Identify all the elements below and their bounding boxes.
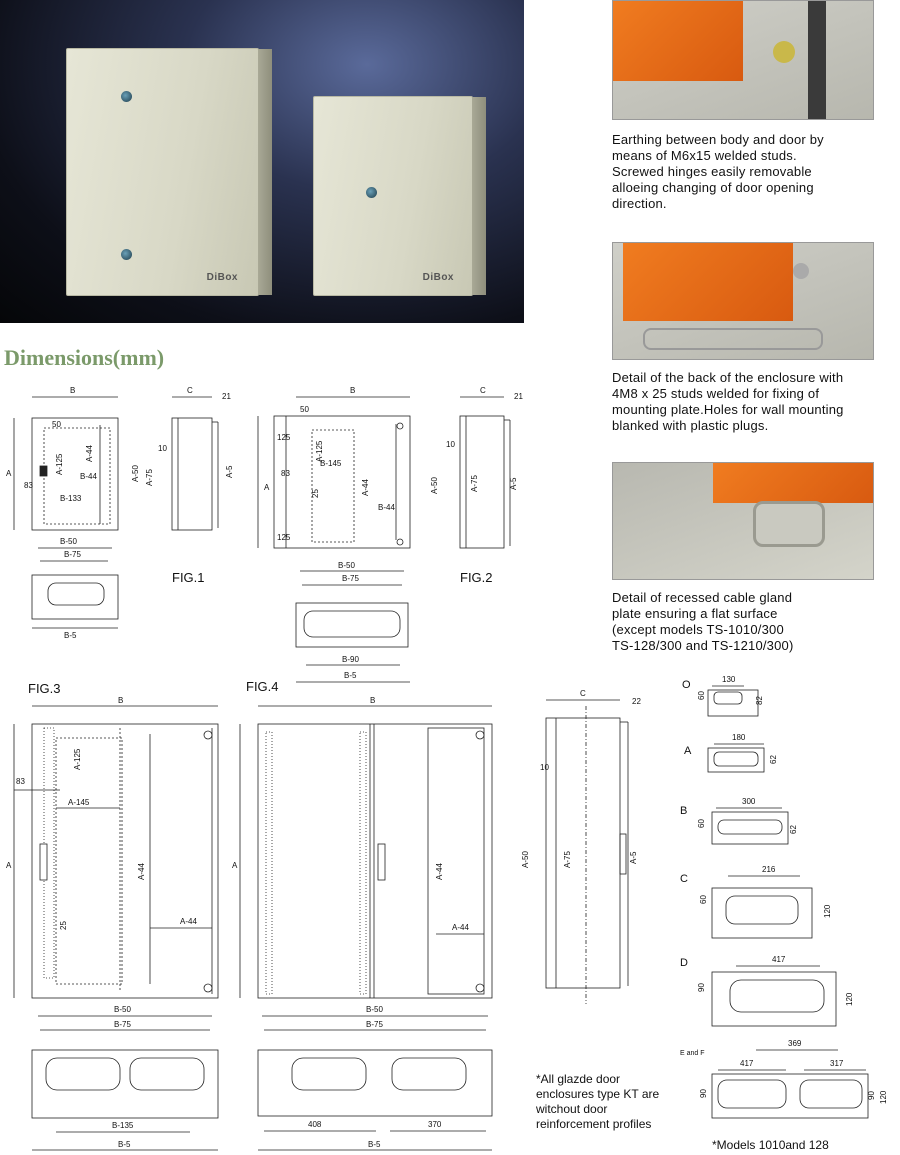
svg-text:A: A [6,469,12,478]
svg-text:50: 50 [52,420,61,429]
svg-text:10: 10 [446,440,455,449]
models-note: *Models 1010and 128 [712,1138,829,1152]
brand-logo: DiBox [422,272,454,283]
svg-text:C: C [187,386,193,395]
svg-text:A-50: A-50 [521,851,530,868]
svg-text:D: D [680,957,688,969]
svg-text:B-90: B-90 [342,655,359,664]
svg-text:369: 369 [788,1039,802,1048]
svg-text:B: B [680,805,688,817]
svg-text:B-50: B-50 [114,1005,131,1014]
svg-text:B-50: B-50 [60,537,77,546]
gland-plate-A [684,733,778,772]
svg-text:62: 62 [789,825,798,834]
svg-text:120: 120 [823,904,832,918]
svg-text:216: 216 [762,865,776,874]
svg-text:B-5: B-5 [64,631,77,640]
svg-text:E and F: E and F [680,1050,705,1057]
svg-text:408: 408 [308,1120,322,1129]
svg-text:A-44: A-44 [137,863,146,880]
svg-text:A-50: A-50 [131,465,140,482]
fig4-label: FIG.4 [246,679,279,694]
svg-text:417: 417 [772,955,786,964]
svg-text:B: B [70,386,76,395]
svg-text:A: A [232,861,238,870]
svg-text:B: B [370,696,376,705]
back-caption: Detail of the back of the enclosure with 4M8 x 25 studs welded for fixing of mounting plate.Holes for wall mounting blanked with plastic plugs. [612,370,844,433]
svg-text:10: 10 [540,763,549,772]
svg-text:62: 62 [769,755,778,764]
gland-plate-D [680,955,854,1026]
svg-text:A-5: A-5 [509,477,518,490]
svg-text:300: 300 [742,797,756,806]
svg-text:90: 90 [699,1089,708,1098]
svg-text:A-44: A-44 [361,479,370,496]
svg-text:B-133: B-133 [60,494,82,503]
svg-text:370: 370 [428,1120,442,1129]
svg-text:22: 22 [632,697,641,706]
svg-text:B-145: B-145 [320,459,342,468]
svg-text:A-125: A-125 [55,453,64,475]
svg-text:B: B [350,386,356,395]
fig2-label: FIG.2 [460,570,493,585]
svg-text:A: A [264,483,270,492]
svg-text:21: 21 [222,392,231,401]
svg-text:C: C [680,873,688,885]
svg-text:90: 90 [867,1091,876,1100]
svg-text:A-125: A-125 [315,440,324,462]
svg-text:130: 130 [722,675,736,684]
svg-text:B-50: B-50 [366,1005,383,1014]
svg-text:60: 60 [699,895,708,904]
fig3-label: FIG.3 [28,681,61,696]
svg-text:10: 10 [158,444,167,453]
svg-text:A-125: A-125 [73,748,82,770]
svg-text:A: A [684,745,692,757]
svg-text:125: 125 [277,433,291,442]
svg-text:25: 25 [311,489,320,498]
earthing-caption: Earthing between body and door by means of M6x15 welded studs. Screwed hinges easily removable alloeing changing of door opening direction. [612,132,824,211]
gland-plate-C [680,865,832,938]
svg-text:A-145: A-145 [68,798,90,807]
svg-text:B-135: B-135 [112,1121,134,1130]
svg-text:A-75: A-75 [563,851,572,868]
svg-text:25: 25 [59,921,68,930]
svg-text:A-44: A-44 [435,863,444,880]
svg-text:120: 120 [845,992,854,1006]
gland-plate-EF [680,1039,888,1118]
svg-text:O: O [682,679,691,691]
svg-text:82: 82 [755,696,764,705]
svg-text:A-50: A-50 [430,477,439,494]
svg-text:A-5: A-5 [629,851,638,864]
gland-plate-O [682,675,764,716]
svg-text:83: 83 [281,469,290,478]
svg-text:B-44: B-44 [378,503,395,512]
fig2-drawing [258,386,523,682]
svg-text:60: 60 [697,691,706,700]
svg-text:180: 180 [732,733,746,742]
dimensions-heading: Dimensions(mm) [4,345,165,370]
svg-text:B-75: B-75 [114,1020,131,1029]
gland-caption: Detail of recessed cable gland plate ensuring a flat surface (except models TS-1010/300 TS-128/300 and TS-1210/300) [612,590,794,653]
svg-text:A-44: A-44 [180,917,197,926]
svg-text:B-75: B-75 [64,550,81,559]
svg-text:C: C [480,386,486,395]
svg-text:A-75: A-75 [470,475,479,492]
svg-text:120: 120 [879,1090,888,1104]
fig1-label: FIG.1 [172,570,205,585]
svg-text:125: 125 [277,533,291,542]
svg-text:B: B [118,696,124,705]
svg-text:A-5: A-5 [225,465,234,478]
brand-logo: DiBox [206,272,238,283]
svg-text:A: A [6,861,12,870]
svg-text:21: 21 [514,392,523,401]
svg-text:A-75: A-75 [145,469,154,486]
svg-text:90: 90 [697,983,706,992]
svg-text:417: 417 [740,1059,754,1068]
svg-text:B-44: B-44 [80,472,97,481]
fig4-drawing [232,696,492,1150]
glazed-door-note: *All glazde door enclosures type KT are witchout door reinforcement profiles [536,1072,660,1131]
svg-text:A-44: A-44 [452,923,469,932]
svg-text:B-5: B-5 [344,671,357,680]
svg-text:C: C [580,689,586,698]
svg-text:B-50: B-50 [338,561,355,570]
svg-text:83: 83 [24,481,33,490]
svg-text:50: 50 [300,405,309,414]
svg-text:B-75: B-75 [342,574,359,583]
svg-text:B-5: B-5 [368,1140,381,1149]
svg-text:83: 83 [16,777,25,786]
fig1-drawing [6,386,234,640]
svg-text:B-5: B-5 [118,1140,131,1149]
fig3-drawing [6,696,218,1150]
svg-text:B-75: B-75 [366,1020,383,1029]
svg-text:60: 60 [697,819,706,828]
gland-plate-B [680,797,798,844]
side-elevation-drawing [521,689,641,1004]
svg-text:A-44: A-44 [85,445,94,462]
svg-text:317: 317 [830,1059,844,1068]
